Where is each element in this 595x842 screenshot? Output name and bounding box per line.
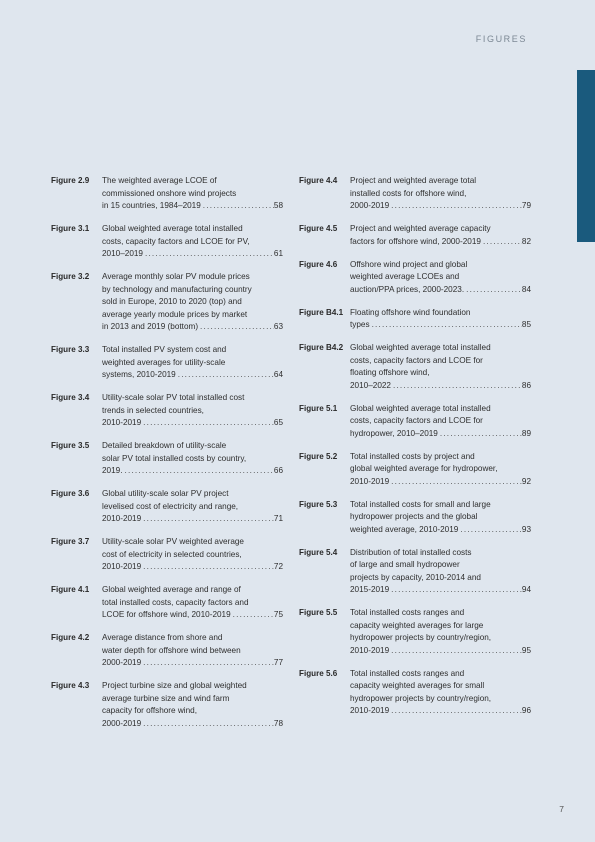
figure-number: Figure 3.6 bbox=[51, 489, 90, 498]
caption-line: Project and weighted average total bbox=[350, 176, 477, 185]
caption-line: types bbox=[350, 320, 370, 329]
dot-leader bbox=[389, 200, 522, 213]
caption-line: of large and small hydropower bbox=[350, 560, 460, 569]
figure-entry[interactable] bbox=[299, 607, 531, 657]
figure-caption bbox=[350, 499, 531, 537]
caption-line: costs, capacity factors and LCOE for bbox=[350, 416, 483, 425]
figure-page-number[interactable]: 93 bbox=[521, 524, 531, 534]
caption-line: hydropower, 2010–2019 bbox=[350, 428, 438, 438]
caption-line: 2010-2019 bbox=[102, 514, 142, 523]
figure-page-number[interactable]: 65 bbox=[273, 418, 283, 427]
caption-line: total installed costs, capacity factors and bbox=[102, 597, 249, 607]
figure-number: Figure 3.4 bbox=[51, 393, 90, 402]
figure-caption bbox=[350, 223, 531, 248]
figure-entry[interactable] bbox=[299, 175, 531, 213]
figure-number: Figure 4.5 bbox=[299, 224, 338, 233]
caption-line: factors for offshore wind, 2000-2019 bbox=[350, 236, 481, 246]
caption-last-line bbox=[350, 584, 531, 597]
dot-leader bbox=[141, 513, 274, 526]
caption-line: floating offshore wind, bbox=[350, 368, 430, 377]
caption-last-line bbox=[102, 609, 283, 622]
caption-last-line bbox=[350, 645, 531, 658]
dot-leader bbox=[141, 417, 274, 430]
caption-line: in 15 countries, 1984–2019 bbox=[102, 201, 201, 210]
caption-line: global weighted average for hydropower, bbox=[350, 464, 498, 473]
section-side-tab bbox=[577, 70, 595, 242]
caption-line: Average monthly solar PV module prices bbox=[102, 272, 250, 281]
figure-page-number[interactable]: 63 bbox=[273, 322, 283, 331]
caption-line: LCOE for offshore wind, 2010-2019 bbox=[102, 610, 231, 619]
figure-number: Figure 4.1 bbox=[51, 585, 90, 594]
caption-line: 2010-2019 bbox=[102, 562, 142, 571]
caption-last-line bbox=[350, 236, 531, 249]
dot-leader bbox=[391, 380, 522, 393]
figure-caption bbox=[350, 342, 531, 392]
figure-page-number[interactable]: 71 bbox=[273, 514, 283, 523]
figure-caption bbox=[350, 451, 531, 489]
figure-entry[interactable] bbox=[299, 223, 531, 248]
caption-line: capacity for offshore wind, bbox=[102, 706, 197, 715]
caption-line: 2000-2019 bbox=[102, 718, 142, 728]
figure-number: Figure 5.4 bbox=[299, 547, 338, 557]
figure-caption bbox=[350, 403, 531, 441]
dot-leader bbox=[176, 369, 274, 382]
figure-entry[interactable] bbox=[299, 451, 531, 489]
figure-entry[interactable] bbox=[299, 259, 531, 297]
figure-number: Figure 5.6 bbox=[299, 668, 338, 678]
caption-line: 2015-2019 bbox=[350, 585, 390, 594]
figure-caption bbox=[102, 536, 283, 574]
figure-number: Figure 3.2 bbox=[51, 272, 90, 281]
figure-entry[interactable] bbox=[299, 403, 531, 441]
caption-line: Total installed costs ranges and bbox=[350, 608, 465, 617]
caption-line: solar PV total installed costs by country, bbox=[102, 453, 247, 463]
caption-line: 2000-2019 bbox=[350, 201, 390, 210]
caption-line: water depth for offshore wind between bbox=[102, 645, 241, 655]
caption-line: weighted average, 2010-2019 bbox=[350, 524, 459, 534]
figure-caption bbox=[102, 392, 283, 430]
caption-line: auction/PPA prices, 2000-2023. bbox=[350, 284, 465, 294]
figure-caption bbox=[350, 607, 531, 657]
figure-caption bbox=[102, 488, 283, 526]
figure-page-number[interactable]: 78 bbox=[273, 718, 283, 728]
caption-line: commissioned onshore wind projects bbox=[102, 188, 237, 198]
caption-last-line bbox=[102, 321, 283, 334]
dot-leader bbox=[389, 476, 522, 489]
caption-line: Global weighted average total installed bbox=[350, 403, 491, 413]
caption-line: 2010–2022 bbox=[350, 380, 391, 390]
dot-leader bbox=[438, 428, 522, 441]
figure-caption bbox=[102, 175, 283, 213]
figure-page-number[interactable]: 64 bbox=[273, 370, 283, 379]
caption-line: Total installed costs ranges and bbox=[350, 668, 465, 678]
caption-line: sold in Europe, 2010 to 2020 (top) and bbox=[102, 297, 242, 306]
figure-caption bbox=[350, 547, 531, 597]
caption-line: Global weighted average and range of bbox=[102, 585, 241, 594]
figure-page-number[interactable]: 82 bbox=[521, 236, 531, 246]
figure-number: Figure 4.2 bbox=[51, 633, 90, 642]
figure-page-number[interactable]: 77 bbox=[273, 658, 283, 667]
figure-entry[interactable] bbox=[299, 342, 531, 392]
figure-caption bbox=[350, 259, 531, 297]
figure-number: Figure 4.6 bbox=[299, 259, 338, 269]
figure-number: Figure 3.5 bbox=[51, 441, 90, 450]
caption-line: average turbine size and wind farm bbox=[102, 693, 230, 703]
dot-leader bbox=[370, 319, 522, 332]
figure-entry[interactable] bbox=[51, 271, 283, 334]
figure-page-number[interactable]: 61 bbox=[273, 249, 283, 258]
caption-line: Distribution of total installed costs bbox=[350, 547, 472, 557]
caption-line: weighted averages for utility-scale bbox=[102, 357, 226, 367]
figures-list-right bbox=[299, 175, 531, 728]
figure-number: Figure 5.1 bbox=[299, 403, 338, 413]
caption-last-line bbox=[102, 417, 283, 430]
caption-last-line bbox=[102, 369, 283, 382]
figure-entry[interactable] bbox=[51, 680, 283, 730]
caption-line: Project turbine size and global weighted bbox=[102, 681, 247, 690]
caption-last-line bbox=[102, 200, 283, 213]
caption-line: The weighted average LCOE of bbox=[102, 176, 217, 185]
figure-caption bbox=[102, 632, 283, 670]
caption-last-line bbox=[102, 657, 283, 670]
figure-entry[interactable] bbox=[299, 307, 531, 332]
dot-leader bbox=[141, 657, 274, 670]
dot-leader bbox=[389, 645, 522, 658]
figure-page-number[interactable]: 72 bbox=[273, 562, 283, 571]
figure-caption bbox=[350, 668, 531, 718]
caption-last-line bbox=[350, 476, 531, 489]
figure-page-number[interactable]: 79 bbox=[521, 201, 531, 210]
caption-line: capacity weighted averages for large bbox=[350, 620, 484, 630]
dot-leader bbox=[458, 524, 522, 537]
caption-line: Project and weighted average capacity bbox=[350, 224, 491, 233]
section-header: FIGURES bbox=[475, 34, 527, 44]
caption-last-line bbox=[102, 561, 283, 574]
figure-number: Figure B4.2 bbox=[299, 343, 344, 352]
caption-line: 2000-2019 bbox=[102, 658, 142, 667]
caption-last-line bbox=[350, 524, 531, 537]
dot-leader bbox=[123, 465, 274, 478]
caption-line: projects by capacity, 2010-2014 and bbox=[350, 572, 481, 582]
figure-page-number[interactable]: 94 bbox=[521, 585, 531, 594]
figure-number: Figure 4.3 bbox=[51, 681, 90, 690]
caption-line: Utility-scale solar PV weighted average bbox=[102, 537, 244, 546]
figure-page-number[interactable]: 92 bbox=[521, 476, 531, 486]
figure-page-number[interactable]: 89 bbox=[521, 428, 531, 438]
figure-caption bbox=[102, 271, 283, 334]
figure-number: Figure B4.1 bbox=[299, 307, 344, 317]
figure-page-number[interactable]: 86 bbox=[521, 380, 531, 390]
caption-last-line bbox=[102, 465, 283, 478]
figure-page-number[interactable]: 85 bbox=[521, 320, 531, 329]
figure-caption bbox=[102, 440, 283, 478]
figure-caption bbox=[350, 307, 531, 332]
caption-last-line bbox=[350, 380, 531, 393]
dot-leader bbox=[141, 718, 274, 731]
figure-entry[interactable] bbox=[51, 392, 283, 430]
figure-entry[interactable] bbox=[51, 440, 283, 478]
figure-number: Figure 3.3 bbox=[51, 345, 90, 354]
figure-page-number[interactable]: 58 bbox=[273, 201, 283, 210]
caption-line: average yearly module prices by market bbox=[102, 309, 248, 319]
caption-last-line bbox=[102, 513, 283, 526]
caption-line: hydropower projects and the global bbox=[350, 512, 478, 521]
dot-leader bbox=[231, 609, 274, 622]
caption-last-line bbox=[102, 718, 283, 731]
caption-line: Offshore wind project and global bbox=[350, 259, 468, 269]
dot-leader bbox=[143, 248, 274, 261]
caption-line: Average distance from shore and bbox=[102, 633, 223, 642]
figure-caption bbox=[102, 223, 283, 261]
caption-line: by technology and manufacturing country bbox=[102, 284, 252, 294]
figures-list-left bbox=[51, 175, 283, 741]
caption-last-line bbox=[350, 200, 531, 213]
dot-leader bbox=[481, 236, 522, 249]
figure-entry[interactable] bbox=[51, 344, 283, 382]
caption-line: capacity weighted averages for small bbox=[350, 681, 485, 690]
caption-last-line bbox=[350, 428, 531, 441]
caption-line: costs, capacity factors and LCOE for PV, bbox=[102, 236, 250, 246]
caption-line: costs, capacity factors and LCOE for bbox=[350, 355, 483, 365]
caption-line: Global weighted average total installed bbox=[350, 343, 491, 352]
figure-number: Figure 5.5 bbox=[299, 608, 338, 617]
figure-entry[interactable] bbox=[51, 488, 283, 526]
figure-entry[interactable] bbox=[51, 175, 283, 213]
caption-line: 2010–2019 bbox=[102, 249, 143, 258]
figure-number: Figure 5.2 bbox=[299, 451, 338, 461]
caption-line: hydropower projects by country/region, bbox=[350, 693, 492, 703]
caption-line: hydropower projects by country/region, bbox=[350, 633, 492, 642]
caption-line: systems, 2010-2019 bbox=[102, 370, 176, 379]
caption-line: in 2013 and 2019 (bottom) bbox=[102, 322, 199, 331]
caption-line: installed costs for offshore wind, bbox=[350, 188, 467, 198]
dot-leader bbox=[198, 321, 274, 334]
caption-line: 2019. bbox=[102, 466, 123, 475]
caption-line: Global utility-scale solar PV project bbox=[102, 489, 229, 498]
figure-page-number[interactable]: 95 bbox=[521, 645, 531, 655]
figure-entry[interactable] bbox=[51, 223, 283, 261]
figure-number: Figure 3.7 bbox=[51, 537, 90, 546]
caption-line: trends in selected countries, bbox=[102, 405, 204, 415]
caption-line: Total installed costs by project and bbox=[350, 451, 475, 461]
figure-entry[interactable] bbox=[299, 547, 531, 597]
caption-line: levelised cost of electricity and range, bbox=[102, 501, 239, 511]
dot-leader bbox=[389, 705, 522, 718]
figure-caption bbox=[102, 680, 283, 730]
dot-leader bbox=[464, 284, 522, 297]
dot-leader bbox=[201, 200, 274, 213]
figure-entry[interactable] bbox=[51, 584, 283, 622]
dot-leader bbox=[389, 584, 522, 597]
figure-caption bbox=[350, 175, 531, 213]
figure-number: Figure 2.9 bbox=[51, 176, 90, 185]
dot-leader bbox=[141, 561, 274, 574]
figure-entry[interactable] bbox=[299, 499, 531, 537]
caption-last-line bbox=[102, 248, 283, 261]
caption-line: Utility-scale solar PV total installed cost bbox=[102, 393, 245, 402]
page-number: 7 bbox=[559, 804, 564, 814]
caption-line: Total installed PV system cost and bbox=[102, 345, 227, 354]
figure-page-number[interactable]: 84 bbox=[521, 284, 531, 294]
caption-line: Floating offshore wind foundation bbox=[350, 307, 471, 317]
caption-last-line bbox=[350, 319, 531, 332]
caption-line: Detailed breakdown of utility-scale bbox=[102, 441, 227, 450]
caption-line: Total installed costs for small and large bbox=[350, 499, 491, 509]
figure-number: Figure 4.4 bbox=[299, 176, 338, 185]
caption-line: 2010-2019 bbox=[350, 706, 390, 715]
figure-page-number[interactable]: 96 bbox=[521, 706, 531, 715]
figure-entry[interactable] bbox=[299, 668, 531, 718]
figure-entry[interactable] bbox=[51, 536, 283, 574]
caption-line: cost of electricity in selected countries, bbox=[102, 549, 242, 559]
figure-page-number[interactable]: 66 bbox=[273, 466, 283, 475]
caption-line: 2010-2019 bbox=[350, 476, 390, 486]
caption-line: 2010-2019 bbox=[350, 645, 390, 655]
figure-caption bbox=[102, 584, 283, 622]
figure-number: Figure 5.3 bbox=[299, 499, 338, 509]
figure-caption bbox=[102, 344, 283, 382]
caption-last-line bbox=[350, 284, 531, 297]
caption-line: Global weighted average total installed bbox=[102, 224, 243, 233]
caption-line: weighted average LCOEs and bbox=[350, 272, 460, 281]
figure-number: Figure 3.1 bbox=[51, 224, 90, 233]
caption-last-line bbox=[350, 705, 531, 718]
caption-line: 2010-2019 bbox=[102, 418, 142, 427]
figure-entry[interactable] bbox=[51, 632, 283, 670]
figure-page-number[interactable]: 75 bbox=[273, 610, 283, 619]
